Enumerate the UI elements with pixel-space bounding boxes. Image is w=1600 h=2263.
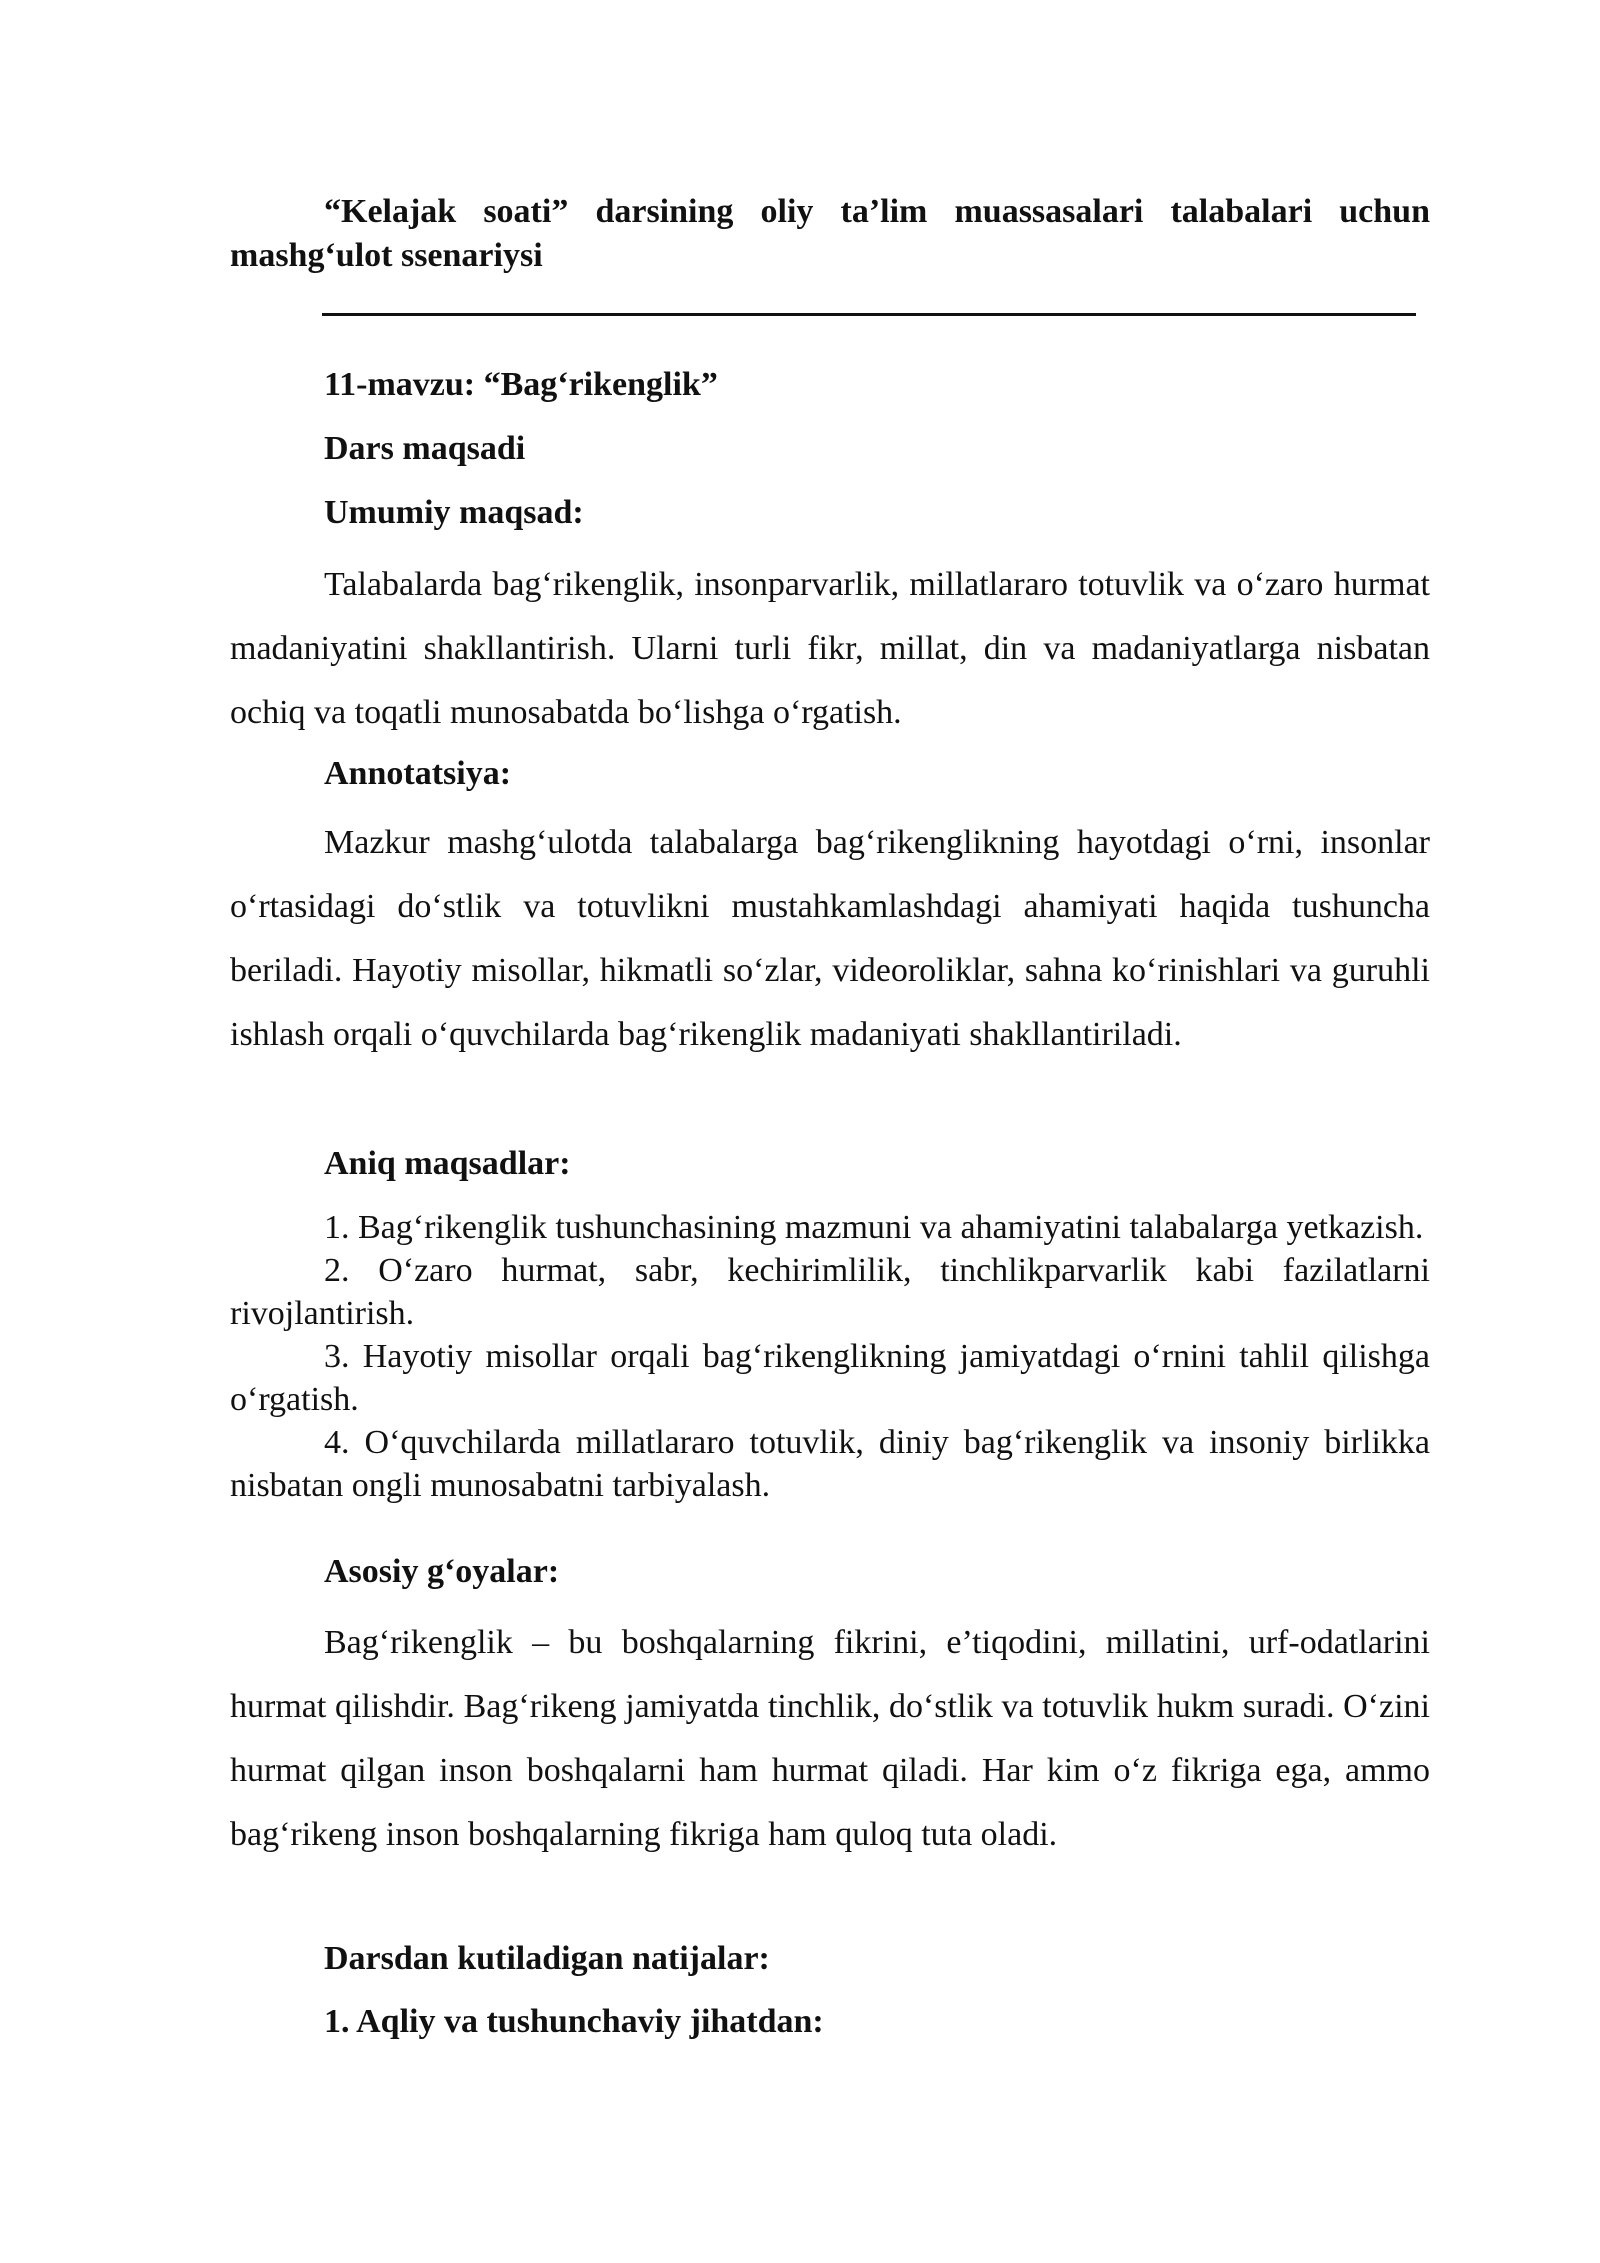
specific-goals-list: [230, 1206, 1430, 1507]
main-ideas-text: Bag‘rikenglik – bu boshqalarning fikrini, e’tiqodini, millatini, urf-odatlarini hurmat qilishdir. Bag‘rikeng jamiyatda tinchlik, do‘stlik va totuvlik hukm suradi. O‘zini hurmat qilgan inson boshqalarni ham hurmat qiladi. Har kim o‘z fikriga ega, ammo bag‘rikeng inson boshqalarning fikriga ham quloq tuta oladi.: [230, 1624, 1430, 1853]
result-1-heading: 1. Aqliy va tushunchaviy jihatdan:: [324, 2003, 824, 2040]
topic-heading: 11-mavzu: “Bag‘rikenglik”: [324, 366, 718, 403]
general-goal-text: Talabalarda bag‘rikenglik, insonparvarlik, millatlararo totuvlik va o‘zaro hurmat madaniyatini shakllantirish. Ularni turli fikr, millat, din va madaniyatlarga nisbatan ochiq va toqatli munosabatda bo‘lishga o‘rgatish.: [230, 566, 1430, 731]
list-item: 3. Hayotiy misollar orqali bag‘rikenglikning jamiyatdagi o‘rnini tahlil qilishga o‘rgatish.: [230, 1338, 1430, 1418]
document-title: “Kelajak soati” darsining oliy ta’lim muassasalari talabalari uchun mashg‘ulot ssenariysi: [230, 193, 1430, 274]
general-goal-heading: Umumiy maqsad:: [324, 494, 584, 531]
annotation-heading: Annotatsiya:: [324, 755, 512, 792]
expected-results-heading: Darsdan kutiladigan natijalar:: [324, 1940, 770, 1977]
list-item: 2. O‘zaro hurmat, sabr, kechirimlilik, tinchlikparvarlik kabi fazilatlarni rivojlantirish.: [230, 1252, 1430, 1332]
title-underline: [322, 313, 1416, 316]
annotation-text: Mazkur mashg‘ulotda talabalarga bag‘rikenglikning hayotdagi o‘rni, insonlar o‘rtasidagi do‘stlik va totuvlikni mustahkamlashdagi ahamiyati haqida tushuncha beriladi. Hayotiy misollar, hikmatli so‘zlar, videoroliklar, sahna ko‘rinishlari va guruhli ishlash orqali o‘quvchilarda bag‘rikenglik madaniyati shakllantiriladi.: [230, 824, 1430, 1053]
specific-goals-heading: Aniq maqsadlar:: [324, 1145, 571, 1182]
list-item: 4. O‘quvchilarda millatlararo totuvlik, diniy bag‘rikenglik va insoniy birlikka nisbatan ongli munosabatni tarbiyalash.: [230, 1424, 1430, 1504]
lesson-goal-heading: Dars maqsadi: [324, 430, 526, 467]
list-item: 1. Bag‘rikenglik tushunchasining mazmuni va ahamiyatini talabalarga yetkazish.: [324, 1209, 1424, 1246]
main-ideas-heading: Asosiy g‘oyalar:: [324, 1553, 560, 1590]
